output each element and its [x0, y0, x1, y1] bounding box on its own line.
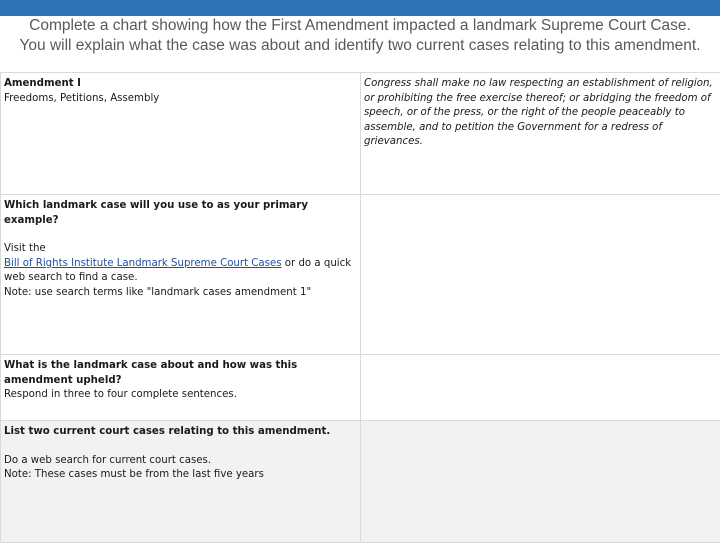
title-line-2: You will explain what the case was about and identify two current cases relating to this amendment. — [0, 36, 720, 56]
current-question-cell[interactable] — [1, 421, 361, 543]
search-instruction: or do a quick web search to find a case. — [4, 258, 351, 284]
current-answer-cell[interactable] — [361, 421, 720, 543]
search-note: Note: use search terms like "landmark cases amendment 1" — [4, 286, 358, 301]
table-row-landmark-case — [1, 195, 720, 355]
title-line-1: Complete a chart showing how the First Amendment impacted a landmark Supreme Court Case. — [0, 16, 720, 36]
bill-of-rights-institute-link[interactable]: Bill of Rights Institute Landmark Supreme Court Cases — [4, 258, 282, 269]
about-question: What is the landmark case about and how was this amendment upheld? — [4, 359, 358, 388]
about-answer-cell[interactable] — [361, 355, 720, 421]
amendment-heading: Amendment I — [4, 77, 358, 92]
amendment-label-cell[interactable] — [1, 73, 361, 195]
amendment-text: Congress shall make no law respecting an establishment of religion, or prohibiting the free exercise thereof; or abridging the freedom of speech, or of the press, or the right of the people peaceably to assemble, and to petition the Government for a redress of grievances. — [364, 77, 718, 150]
about-question-cell[interactable] — [1, 355, 361, 421]
page-title — [0, 16, 720, 56]
visit-label: Visit the — [4, 242, 358, 257]
landmark-instructions — [4, 257, 358, 286]
landmark-question-cell[interactable] — [1, 195, 361, 355]
about-instruction: Respond in three to four complete sentences. — [4, 388, 358, 403]
current-question: List two current court cases relating to this amendment. — [4, 425, 358, 440]
top-accent-bar — [0, 0, 720, 16]
table-row-case-about — [1, 355, 720, 421]
amendment-subheading: Freedoms, Petitions, Assembly — [4, 92, 358, 107]
landmark-question: Which landmark case will you use to as your primary example? — [4, 199, 358, 228]
table-row-amendment — [1, 73, 720, 195]
current-note: Note: These cases must be from the last five years — [4, 468, 358, 483]
landmark-answer-cell[interactable] — [361, 195, 720, 355]
current-instruction: Do a web search for current court cases. — [4, 454, 358, 469]
amendment-text-cell[interactable] — [361, 73, 720, 195]
assignment-chart — [0, 72, 720, 543]
table-row-current-cases — [1, 421, 720, 543]
